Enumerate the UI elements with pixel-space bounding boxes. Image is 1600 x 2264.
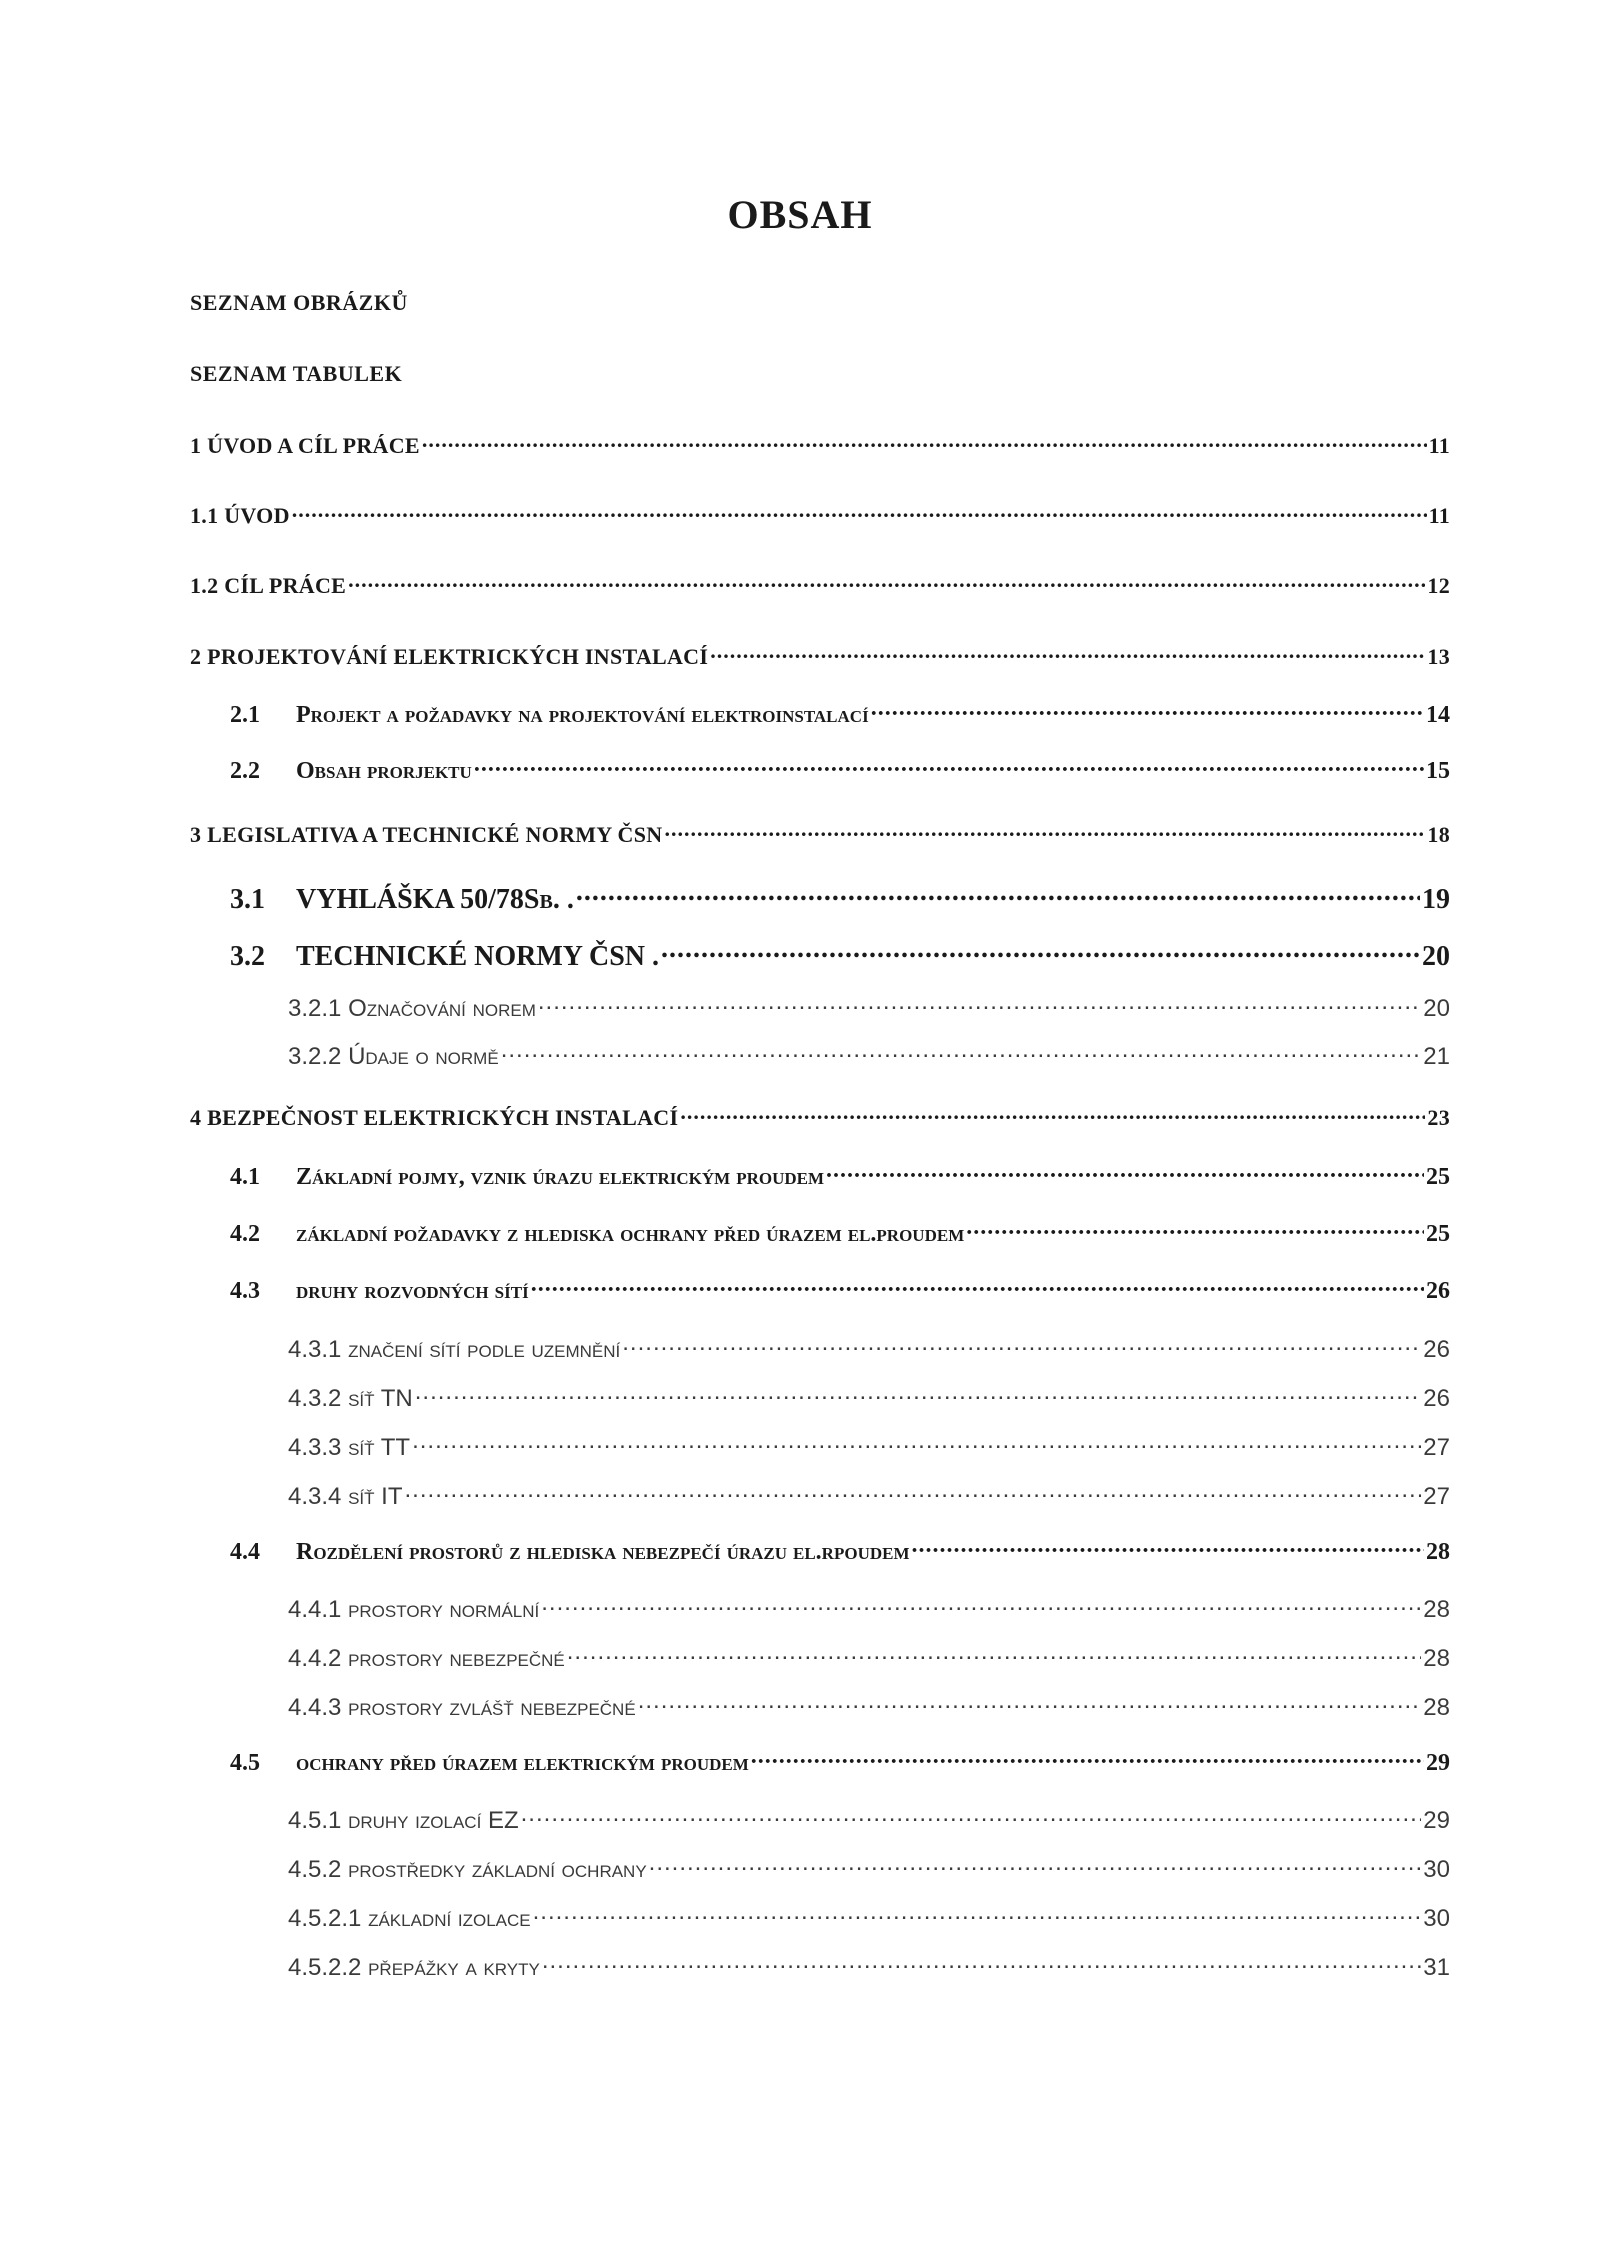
toc-entry-label: přepážky a kryty <box>368 1954 540 1981</box>
toc-entry-label: BEZPEČNOST ELEKTRICKÝCH INSTALACÍ <box>207 1105 679 1130</box>
toc-entry-label: základní požadavky z hlediska ochrany před úrazem el.proudem <box>296 1221 965 1247</box>
dot-leader <box>474 754 1424 778</box>
dot-leader <box>531 1274 1424 1298</box>
toc-entry-page: 11 <box>1428 433 1450 458</box>
toc-entry-label: prostory normální <box>348 1596 540 1623</box>
dot-leader <box>826 1160 1424 1184</box>
dot-leader <box>871 698 1424 722</box>
toc-entry-number: 4.5 <box>230 1750 260 1776</box>
toc-entry-label: Rozdělení prostorů z hlediska nebezpečí úrazu el.rpoudem <box>296 1539 910 1565</box>
toc-entry-number: 4.5.2.2 <box>288 1954 362 1981</box>
toc-entry-label: Označování norem <box>348 995 536 1022</box>
toc-entry-4-5-2-2[interactable] <box>288 1951 1450 1982</box>
page-title: OBSAH <box>727 192 873 237</box>
dot-leader <box>412 1431 1421 1455</box>
toc-entry-list-of-figures[interactable] <box>190 290 1450 316</box>
dot-leader <box>538 992 1421 1016</box>
toc-entry-2-1[interactable] <box>230 698 1450 729</box>
dot-leader <box>649 1853 1422 1877</box>
toc-entry-page: 11 <box>1428 503 1450 528</box>
toc-entry-2[interactable] <box>190 642 1450 670</box>
toc-entry-label: prostředky základní ochrany <box>348 1856 647 1883</box>
toc-entry-4-4-1[interactable] <box>288 1593 1450 1624</box>
toc-entry-4-3-4[interactable] <box>288 1480 1450 1511</box>
toc-entry-4-4-2[interactable] <box>288 1642 1450 1673</box>
toc-entry-number: 3.1 <box>230 884 265 915</box>
toc-entry-3-2[interactable] <box>230 937 1450 973</box>
toc-entry-4-4[interactable] <box>230 1535 1450 1566</box>
toc-entry-number: 4.5.1 <box>288 1807 342 1834</box>
toc-entry-4-3-3[interactable] <box>288 1431 1450 1462</box>
toc-entry-number: 4.4.1 <box>288 1596 342 1623</box>
toc-entry-page: 25 <box>1426 1221 1450 1247</box>
toc-entry-3-1[interactable] <box>230 880 1450 916</box>
toc-entry-page: 20 <box>1422 941 1450 972</box>
toc-entry-label: SEZNAM TABULEK <box>190 361 403 386</box>
toc-entry-4-3-2[interactable] <box>288 1382 1450 1413</box>
toc-entry-1[interactable] <box>190 431 1450 459</box>
toc-entry-number: 4.4.2 <box>288 1645 342 1672</box>
dot-leader <box>542 1951 1421 1975</box>
toc-entry-2-2[interactable] <box>230 754 1450 785</box>
toc-entry-number: 3.2 <box>230 941 265 972</box>
toc-entry-list-of-tables[interactable] <box>190 361 1450 387</box>
toc-entry-number: 3.2.1 <box>288 995 342 1022</box>
toc-entry-page: 27 <box>1423 1483 1450 1510</box>
toc-entry-page: 28 <box>1423 1694 1450 1721</box>
toc-entry-number: 2.1 <box>230 702 260 728</box>
toc-entry-page: 20 <box>1423 995 1450 1022</box>
toc-entry-1-2[interactable] <box>190 571 1450 599</box>
toc-entry-number: 4 <box>190 1105 202 1130</box>
toc-entry-number: 4.3 <box>230 1278 260 1304</box>
toc-entry-number: 4.2 <box>230 1221 260 1247</box>
toc-entry-page: 27 <box>1423 1434 1450 1461</box>
toc-entry-4-5-2[interactable] <box>288 1853 1450 1884</box>
toc-entry-page: 25 <box>1426 1164 1450 1190</box>
toc-entry-4[interactable] <box>190 1103 1450 1131</box>
toc-entry-label: PROJEKTOVÁNÍ ELEKTRICKÝCH INSTALACÍ <box>207 644 709 669</box>
toc-entry-label: ÚVOD <box>224 503 290 528</box>
toc-entry-page: 13 <box>1427 644 1450 669</box>
dot-leader <box>422 431 1427 453</box>
dot-leader <box>622 1333 1421 1357</box>
toc-entry-label: CÍL PRÁCE <box>224 573 347 598</box>
toc-entry-label: Projekt a požadavky na projektování elektroinstalací <box>296 702 869 728</box>
toc-entry-page: 29 <box>1423 1807 1450 1834</box>
toc-entry-page: 28 <box>1423 1596 1450 1623</box>
toc-entry-page: 14 <box>1426 702 1450 728</box>
toc-entry-number: 4.1 <box>230 1164 260 1190</box>
toc-entry-label: SEZNAM OBRÁZKŮ <box>190 290 408 315</box>
toc-entry-number: 4.3.1 <box>288 1336 342 1363</box>
toc-entry-number: 3 <box>190 822 202 847</box>
toc-entry-page: 12 <box>1427 573 1450 598</box>
toc-entry-label: prostory nebezpečné <box>348 1645 565 1672</box>
toc-entry-number: 1 <box>190 433 202 458</box>
toc-entry-page: 31 <box>1423 1954 1450 1981</box>
toc-entry-4-3[interactable] <box>230 1274 1450 1305</box>
toc-entry-page: 23 <box>1427 1105 1450 1130</box>
dot-leader <box>710 642 1425 664</box>
toc-entry-number: 2 <box>190 644 202 669</box>
toc-entry-4-5[interactable] <box>230 1746 1450 1777</box>
dot-leader <box>966 1217 1424 1241</box>
toc-entry-number: 4.5.2.1 <box>288 1905 362 1932</box>
toc-entry-page: 26 <box>1423 1385 1450 1412</box>
dot-leader <box>567 1642 1422 1666</box>
toc-entry-4-4-3[interactable] <box>288 1691 1450 1722</box>
toc-entry-4-5-1[interactable] <box>288 1804 1450 1835</box>
dot-leader <box>912 1535 1424 1559</box>
dot-leader <box>576 880 1420 908</box>
toc-entry-number: 1.2 <box>190 573 219 598</box>
toc-entry-number: 4.3.4 <box>288 1483 342 1510</box>
toc-entry-3[interactable] <box>190 820 1450 848</box>
toc-entry-label: značení sítí podle uzemnění <box>348 1336 621 1363</box>
toc-entry-3-2-2[interactable] <box>288 1040 1450 1071</box>
toc-entry-page: 28 <box>1426 1539 1450 1565</box>
toc-entry-label: prostory zvlášť nebezpečné <box>348 1694 636 1721</box>
toc-entry-page: 26 <box>1423 1336 1450 1363</box>
toc-entry-label: síť TN <box>348 1385 413 1412</box>
dot-leader <box>501 1040 1422 1064</box>
toc-entry-4-2[interactable] <box>230 1217 1450 1248</box>
toc-entry-number: 2.2 <box>230 758 260 784</box>
toc-entry-label: síť TT <box>348 1434 411 1461</box>
toc-entry-label: Základní pojmy, vznik úrazu elektrickým proudem <box>296 1164 825 1190</box>
toc-entry-label: TECHNICKÉ NORMY ČSN . <box>296 941 659 972</box>
toc-entry-page: 30 <box>1423 1856 1450 1883</box>
toc-entry-label: ochrany před úrazem elektrickým proudem <box>296 1750 749 1776</box>
toc-entry-number: 4.4 <box>230 1539 260 1565</box>
toc-entry-page: 15 <box>1426 758 1450 784</box>
dot-leader <box>751 1746 1424 1770</box>
dot-leader <box>541 1593 1421 1617</box>
toc-entry-1-1[interactable] <box>190 501 1450 529</box>
toc-entry-label: základní izolace <box>368 1905 531 1932</box>
toc-entry-page: 19 <box>1422 884 1450 915</box>
dot-leader <box>348 571 1425 593</box>
toc-entry-page: 30 <box>1423 1905 1450 1932</box>
dot-leader <box>664 820 1425 842</box>
toc-entry-number: 4.5.2 <box>288 1856 342 1883</box>
toc-entry-label: ÚVOD A CÍL PRÁCE <box>207 433 420 458</box>
toc-entry-page: 29 <box>1426 1750 1450 1776</box>
dot-leader <box>292 501 1427 523</box>
toc-entry-number: 3.2.2 <box>288 1043 342 1070</box>
dot-leader <box>521 1804 1422 1828</box>
toc-entry-3-2-1[interactable] <box>288 992 1450 1023</box>
toc-entry-label: druhy rozvodných sítí <box>296 1278 529 1304</box>
toc-entry-number: 1.1 <box>190 503 219 528</box>
toc-entry-page: 18 <box>1427 822 1450 847</box>
toc-entry-label: VYHLÁŠKA 50/78Sb. . <box>296 884 574 915</box>
dot-leader <box>661 937 1420 965</box>
dot-leader <box>405 1480 1422 1504</box>
dot-leader <box>638 1691 1422 1715</box>
toc-entry-page: 21 <box>1423 1043 1450 1070</box>
toc-entry-4-1[interactable] <box>230 1160 1450 1191</box>
toc-entry-page: 26 <box>1426 1278 1450 1304</box>
toc-entry-page: 28 <box>1423 1645 1450 1672</box>
dot-leader <box>533 1902 1422 1926</box>
toc-entry-label: LEGISLATIVA A TECHNICKÉ NORMY ČSN <box>207 822 663 847</box>
toc-entry-4-5-2-1[interactable] <box>288 1902 1450 1933</box>
dot-leader <box>415 1382 1422 1406</box>
toc-entry-number: 4.3.3 <box>288 1434 342 1461</box>
toc-entry-number: 4.3.2 <box>288 1385 342 1412</box>
dot-leader <box>680 1103 1425 1125</box>
toc-entry-label: Obsah prorjektu <box>296 758 472 784</box>
toc-entry-4-3-1[interactable] <box>288 1333 1450 1364</box>
toc-entry-number: 4.4.3 <box>288 1694 342 1721</box>
toc-entry-label: Údaje o normě <box>348 1043 499 1070</box>
toc-entry-label: síť IT <box>348 1483 403 1510</box>
toc-entry-label: druhy izolací EZ <box>348 1807 519 1834</box>
